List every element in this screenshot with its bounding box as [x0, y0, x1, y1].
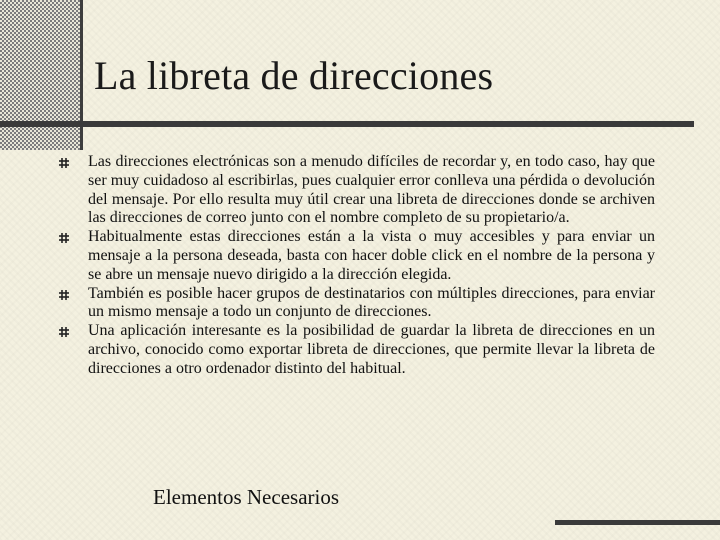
bullet-item — [58, 322, 655, 378]
footer-caption: Elementos Necesarios — [153, 485, 340, 509]
hash-bullet-icon — [58, 232, 70, 244]
slide-title: La libreta de direcciones — [94, 53, 494, 98]
bullet-text: Una aplicación interesante es la posibilidad de guardar la libreta de direcciones en un archivo, conocido como exportar libreta de direcciones, que permite llevar la libreta de direcciones a otro ordenador distinto del habitual. — [88, 322, 655, 377]
hash-bullet-icon — [58, 157, 70, 169]
bullet-item — [58, 228, 655, 284]
bullet-text: También es posible hacer grupos de destinatarios con múltiples direcciones, para enviar un mismo mensaje a todo un conjunto de direcciones. — [88, 284, 655, 321]
bottom-accent-bar — [555, 520, 720, 525]
bullet-item — [58, 153, 655, 228]
title-underline-bar — [0, 121, 694, 127]
bullet-item — [58, 285, 655, 323]
checker-pattern-decoration — [0, 0, 80, 150]
bullet-text: Habitualmente estas direcciones están a la vista o muy accesibles y para enviar un mensaje a la persona deseada, basta con hacer doble click en el nombre de la persona y se abre un mensaje nuevo dirigido a la dirección elegida. — [88, 228, 655, 283]
vertical-accent-bar — [80, 0, 83, 150]
bullet-list — [58, 153, 655, 379]
bullet-text: Las direcciones electrónicas son a menudo difíciles de recordar y, en todo caso, hay que ser muy cuidadoso al escribirlas, pues cualquier error conlleva una pérdida o devolución del mensaje. Por ello resulta muy útil crear una libreta de direcciones donde se archiven las direcciones de correo junto con el nombre completo de su propietario/a. — [88, 153, 655, 227]
hash-bullet-icon — [58, 289, 70, 301]
hash-bullet-icon — [58, 326, 70, 338]
